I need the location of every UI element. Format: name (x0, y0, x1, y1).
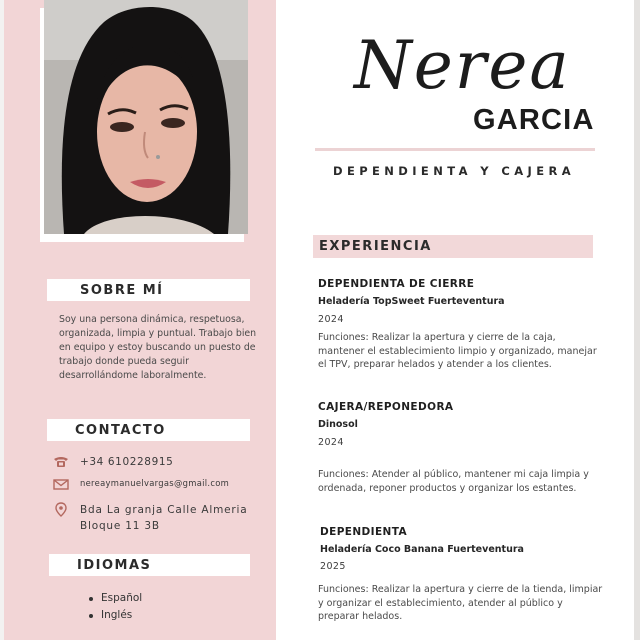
language-item: Español (89, 590, 142, 607)
first-name-text: Nerea (354, 27, 571, 104)
mail-icon (53, 478, 71, 492)
job-title: DEPENDIENTA (320, 526, 408, 538)
job-company: Heladería TopSweet Fuerteventura (318, 296, 505, 307)
email-address[interactable]: nereaymanuelvargas@gmail.com (80, 478, 230, 488)
phone-number: +34 610228915 (80, 456, 174, 468)
job-company: Dinosol (318, 419, 358, 430)
job-title: CAJERA/REPONEDORA (318, 401, 454, 413)
job-description: Funciones: Realizar la apertura y cierre de la caja, mantener el establecimiento limpio y organizado, manejar el TPV, preparar helados y atender a los clientes. (318, 332, 597, 371)
location-pin-icon (53, 502, 71, 516)
contact-phone-row (53, 456, 173, 470)
language-item: Inglés (89, 607, 142, 624)
languages-heading: IDIOMAS (49, 554, 250, 576)
address-text: Bda La granja Calle Almeria Bloque 11 3B (80, 504, 248, 532)
page-edge (634, 0, 640, 640)
name-divider (315, 148, 595, 151)
phone-icon (53, 456, 71, 470)
job-year: 2025 (320, 561, 346, 572)
job-year: 2024 (318, 314, 344, 325)
job-description: Funciones: Realizar la apertura y cierre de la tienda, limpiar y organizar el establecimiento, atender al público y preparar helados. (318, 584, 603, 623)
last-name: GARCIA (473, 104, 595, 136)
contact-heading: CONTACTO (47, 419, 250, 441)
languages-list (89, 590, 142, 624)
experience-heading: EXPERIENCIA (313, 235, 593, 258)
about-text: Soy una persona dinámica, respetuosa, organizada, limpia y puntual. Trabajo bien en equipo y estoy buscando un puesto de trabajo donde pueda seguir desarrollándome laboralmente. (59, 314, 257, 381)
contact-email-row (53, 478, 229, 492)
job-year: 2024 (318, 437, 344, 448)
first-name-script (350, 6, 580, 110)
job-role: DEPENDIENTA Y CAJERA (333, 164, 576, 178)
job-title: DEPENDIENTA DE CIERRE (318, 278, 475, 290)
profile-photo (44, 0, 248, 234)
contact-address-row (53, 502, 263, 534)
job-description: Funciones: Atender al público, mantener mi caja limpia y ordenada, reponer productos y organizar los estantes. (318, 469, 589, 494)
about-heading: SOBRE MÍ (47, 279, 250, 301)
job-company: Heladería Coco Banana Fuerteventura (320, 544, 524, 555)
